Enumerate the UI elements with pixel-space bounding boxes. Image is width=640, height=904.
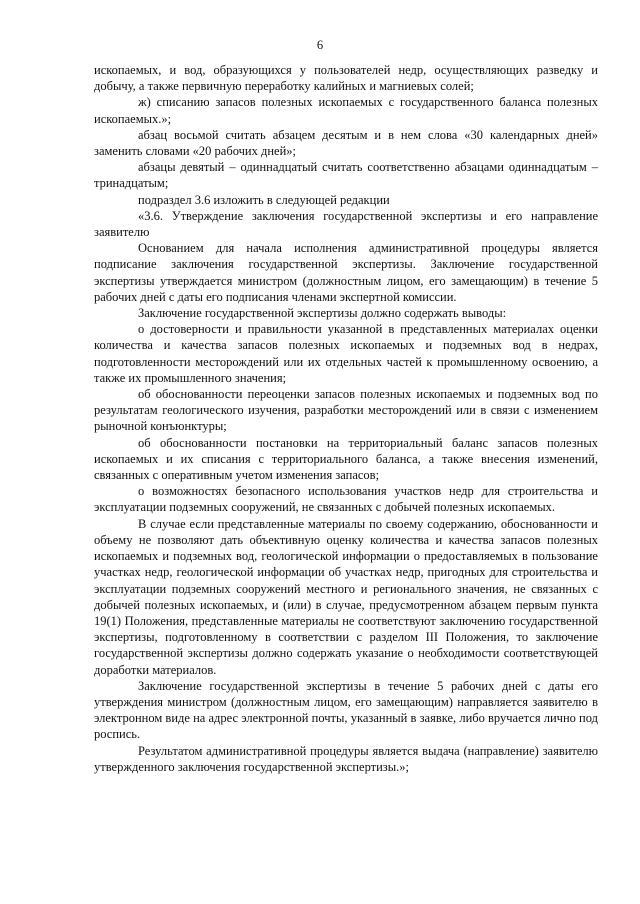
page-number: 6 <box>316 38 324 52</box>
paragraph-15: Результатом административной процедуры является выдача (направление) заявителю утвержденного заключения государственной экспертизы.»; <box>94 743 598 774</box>
paragraph-13: В случае если представленные материалы по своему содержанию, обоснованности и объему не позволяют дать объективную оценку количества и качества запасов полезных ископаемых и подземных вод, геологической информации о предоставляемых в пользование участках недр, геологической информации об участках недр, пригодных для строительства и эксплуатации подземных сооружений местного и регионального значения, не связанных с добычей полезных ископаемых, и (или) в случае, предусмотренном абзацем первым пункта 19(1) Положения, представленные материалы не соответствуют заключению государственной экспертизы, подготовленному в соответствии с разделом III Положения, то заключение государственной экспертизы должно содержать указание о необходимости соответствующей доработки материалов. <box>94 516 598 677</box>
paragraph-7: Основанием для начала исполнения административной процедуры является подписание заключения государственной экспертизы. Заключение государственной экспертизы утверждается министром (должностным лицом, его замещающим) в течение 5 рабочих дней с даты его подписания членами экспертной комиссии. <box>94 241 598 304</box>
document-body <box>94 62 598 775</box>
paragraph-14: Заключение государственной экспертизы в течение 5 рабочих дней с даты его утверждения министром (должностным лицом, его замещающим) направляется заявителю в электронном виде на адрес электронной почты, указанный в заявке, либо вручается лично под роспись. <box>94 678 598 742</box>
paragraph-2: ж) списанию запасов полезных ископаемых с государственного баланса полезных ископаемых.»; <box>94 95 598 126</box>
paragraph-11: об обоснованности постановки на территориальный баланс запасов полезных ископаемых и их списания с территориального баланса, а также внесения изменений, связанных с оперативным учетом изменения запасов; <box>94 435 598 483</box>
paragraph-6: «3.6. Утверждение заключения государственной экспертизы и его направление заявителю <box>94 208 598 240</box>
paragraph-5: подраздел 3.6 изложить в следующей редакции <box>138 192 390 207</box>
paragraph-1: ископаемых, и вод, образующихся у пользователей недр, осуществляющих разведку и добычу, а также первичную переработку калийных и магниевых солей; <box>94 63 598 94</box>
paragraph-9: о достоверности и правильности указанной в представленных материалах оценки количества и качества запасов полезных ископаемых и подземных вод в недрах, подготовленности месторождений или их отдельных частей к промышленному освоению, а также их промышленного значения; <box>94 322 598 385</box>
paragraph-4: абзацы девятый – одиннадцатый считать соответственно абзацами одиннадцатым – тринадцатым; <box>94 160 598 191</box>
paragraph-8: Заключение государственной экспертизы должно содержать выводы: <box>138 306 507 321</box>
paragraph-12: о возможностях безопасного использования участков недр для строительства и эксплуатации подземных сооружений, не связанных с добычей полезных ископаемых. <box>94 484 598 515</box>
paragraph-3: абзац восьмой считать абзацем десятым и в нем слова «30 календарных дней» заменить словами «20 рабочих дней»; <box>94 127 598 159</box>
paragraph-10: об обоснованности переоценки запасов полезных ископаемых и подземных вод по результатам геологического изучения, разработки месторождений или в связи с изменением рыночной конъюнктуры; <box>94 387 598 434</box>
